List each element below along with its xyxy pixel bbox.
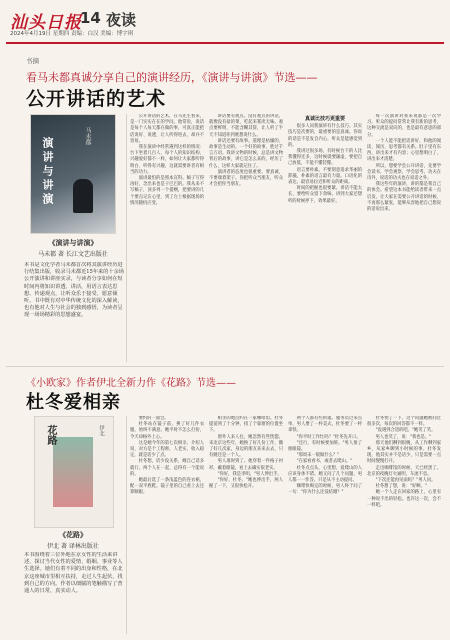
- book-author-line: 伊北 著 译林出版社: [47, 543, 99, 550]
- paragraph: "在家看看书，或者去爬山。": [296, 459, 353, 465]
- article2-intro: 本书围绕着三位外地在京女性的生活来讲述，探讨当代女性的爱情、婚姻、事业等人生选择。她们有着不同的出身和性格，在北京这座城市里相互扶持，走过人生起伏，找到自己的方向。作者以细腻的笔触描写了普通人的日常，真实动人。: [24, 552, 123, 595]
- article2-kicker: 《小欧家》作者伊北全新力作《花路》节选——: [26, 378, 236, 389]
- dateline: 2024年4月19日 星期四 责编：白汉 美编：博宇琪: [10, 31, 134, 37]
- paragraph: 一个人能不能把话讲好，和他的阅读、阅历、思考都有关系。肚子里有东西，讲出来才有内容；心里想明白了，讲出来才清楚。: [367, 138, 441, 163]
- article1-column-4: [367, 114, 441, 362]
- article1-headline: 公开讲话的艺术: [26, 88, 167, 110]
- page-number: 14: [80, 9, 101, 27]
- paragraph: "没遇到合适的吧。"她笑了笑。: [375, 428, 436, 434]
- paragraph: 每一次演讲对我来说都是一次学习。听众的提问常常让我有新的思考，这种交流是双向的，也是最有意思的部分。: [367, 114, 441, 138]
- paragraph: 讲话要有观点。没有观点的讲话，就像没有盐的菜，吃起来寡淡无味。观点要鲜明，不能含糊其辞，让人听了半天不知道你到底想说什么。: [209, 114, 283, 138]
- article1-book-caption: [22, 238, 124, 258]
- paragraph: 她最后选了一条浅蓝色的连衣裙，配一双平底鞋。镜子里的自己看上去还算顺眼。: [130, 478, 204, 496]
- paragraph: 所以，想要学会公开讲话，先要学会读书，学会观察，学会思考。功夫在诗外，说话的功夫也在说话之外。: [367, 163, 441, 182]
- subheading: 真诚比技巧更重要: [304, 116, 345, 122]
- paragraph: "还行，有时候要加班。"男人推了推眼镜。: [288, 440, 362, 453]
- article1-intro: 本书是文化学者马未都首次将其演讲经历进行结集出版，收录马未都近15年来的十余场公开演讲和讲座实录，与读者分享如何在短时间内将知识讲透、讲活，用语言表达思想、传递观点，让听众乐于接受、愿意倾听。书中既有对中华传统文化的深入解读，也有他对人生与社会的独到感悟，为读者呈现一场场精彩的思想盛宴。: [24, 262, 124, 319]
- article2-column-3: [288, 416, 362, 634]
- paragraph: "你好，杜冬。"她也伸出手，两人握了一下，又很快松开。: [209, 478, 283, 490]
- article2-column-2: [209, 416, 283, 634]
- masthead-rule: [6, 42, 444, 44]
- article1-tag: 书摘: [26, 57, 39, 65]
- paragraph: 语言要朴素。不要刻意追求华丽的辞藻，朴素的语言最有力量。口语化的表达，最容易拉近和听众的距离。: [288, 167, 362, 186]
- cover-author: 伊北: [98, 425, 104, 436]
- paragraph: 杜冬点点头，心里想，爱爬山的人应该身体不错。她又问了几个问题，男人都一一作答，只是从不主动提问。: [288, 465, 362, 484]
- paragraph: 男人准时到了。他穿着一件格子衬衫，戴着眼镜，看上去确实很老实。: [209, 459, 283, 471]
- masthead: [6, 6, 444, 40]
- article2-column-4: [367, 416, 441, 634]
- article-divider: [6, 366, 444, 367]
- paragraph: 杜冬愣了一下，这个问题她被问过很多次，每次的回答都不一样。: [367, 416, 441, 428]
- article2-column-1: [130, 416, 204, 634]
- paragraph: 这是她今年的第七次相亲。介绍人说，对方是个工程师，人老实，收入稳定，就是话少了点。: [130, 440, 204, 459]
- article1-kicker: 看马未都真诚分享自己的演讲经历，《演讲与讲演》节选——: [26, 71, 318, 84]
- paragraph: 演讲最怕的是照本宣科。稿子写得再好，念出来也是干巴巴的。我从来不写稿子，顶多列一个提纲，把要讲的几个要点记在心里，到了台上根据现场的情况随机应变。: [130, 176, 204, 206]
- article1-column-1: [130, 114, 204, 362]
- paragraph: 杜冬想，话少没关系，她自己话多就行。两个人在一起，总得有一个能说的。: [130, 459, 204, 477]
- paragraph: 她一个人走在回家的路上，心里有一种说不出的轻松。也许这一次，会不一样吧。: [367, 490, 441, 508]
- article2-headline: 杜冬爱相亲: [26, 392, 121, 413]
- paragraph: 窗外人来人往，她忽然有些恍惚。来北京这些年，她换了好几份工作，搬了好几次家，身边的朋友来来去去，只有她还是一个人。: [209, 434, 283, 459]
- author-figure: [73, 179, 93, 213]
- cover-title: 花路: [45, 425, 56, 445]
- paragraph: 杜冬站在镜子前，换了好几件衣服，始终不满意。她平时不怎么打扮，今天却格外上心。: [130, 422, 204, 440]
- cover-title: 演讲与讲演: [41, 137, 54, 207]
- paragraph: "下次还能再见面吗？"男人问。: [375, 478, 436, 484]
- paragraph: 公开讲话的艺术，在马先生看来，是一门实实在在的学问。他常说，说话是每个人每天都在做的事，可真正能把话说好、说透、让人听得进去，却并不容易。: [130, 114, 204, 144]
- paper-name: 汕头日报: [10, 13, 82, 33]
- paragraph: 两个人都有些拘谨。服务员过来点单，男人要了一杯美式，杜冬要了一杯拿铁。: [288, 416, 362, 434]
- paragraph: 杜冬想了想，说："好啊。": [375, 484, 427, 490]
- paragraph: 相亲的地点约在一家咖啡馆。杜冬提前到了十分钟，找了个靠窗的位置坐下。: [209, 416, 283, 434]
- article1-column-2: [209, 114, 283, 362]
- cover-illustration: [53, 437, 93, 507]
- paragraph: 我讲过很多场，有时候台下的人比我懂得还多，这时候就要谦虚，要把自己放低，不能不懂装懂。: [288, 149, 362, 167]
- paragraph: 很多人问我演讲有什么技巧。其实技巧是次要的，最重要的是真诚。你说的话是不是发自内心，听众是能感觉到的。: [288, 124, 362, 148]
- book-author-line: 马未都 著 长江文艺出版社: [38, 251, 108, 258]
- column-rule: [126, 114, 127, 362]
- article1-book-cover: [30, 114, 116, 234]
- paragraph: 时间的把握也很要紧。讲话不能太长，要给听众留下余味，讲到大家还想听的时候停下，效果最好。: [288, 186, 362, 204]
- book-title: 《演讲与讲演》: [48, 239, 98, 247]
- article1-column-3: [288, 114, 362, 362]
- paragraph: 咖啡快喝完的时候，男人终于问了一句："你为什么还没结婚？": [288, 484, 362, 496]
- paragraph: 我在演讲中经常遇到这样的情况：台下坐着几百人，每个人的知识结构、兴趣爱好都不一样，如何让大家都听得明白、听得有兴趣，这就需要讲者有相当的功力。: [130, 145, 204, 175]
- paragraph: 讲话还要有故事。道理是枯燥的，故事是生动的。一个好的故事，胜过千言万语。我讲文物的时候，总是讲文物背后的故事，讲它是怎么来的，经历了什么，这样大家就记住了。: [209, 138, 283, 169]
- paragraph: 要约的一面会。: [138, 416, 169, 421]
- article2-book-cover: [34, 416, 114, 528]
- paragraph: 演讲者的态度也很重要。要真诚，不要端着架子。你把听众当朋友，听众才会把你当朋友。: [209, 169, 283, 188]
- paragraph: 走出咖啡馆的时候，天已经黑了。北京的夜晚灯火通明，车流不息。: [367, 465, 441, 477]
- paragraph: 我这些年的演讲，讲的都是我自己的体会。希望这本书能给读者带来一点启发，让大家在需要公开讲话的时候，不再那么紧张，能够从容地把自己想说的话说出来。: [367, 182, 441, 213]
- column-rule: [126, 416, 127, 634]
- paragraph: "你平时工作忙吗？"杜冬先开口。: [296, 434, 361, 440]
- paragraph: "那周末一般做什么？": [296, 453, 340, 459]
- section-title: 夜读: [106, 11, 137, 29]
- book-title: 《花路》: [59, 531, 87, 539]
- article2-book-caption: [22, 530, 124, 550]
- paragraph: "你好，我是李明。"男人伸出手。: [217, 471, 282, 477]
- paragraph: 男人也笑了，说："我也是。": [375, 434, 432, 440]
- paragraph: 那天他们聊到很晚，从工作聊到家乡，从家乡聊到小时候的事。杜冬发现，他其实并不是话少，只是需要一点时间慢慢打开。: [367, 440, 441, 465]
- cover-author: 马未都: [84, 127, 91, 145]
